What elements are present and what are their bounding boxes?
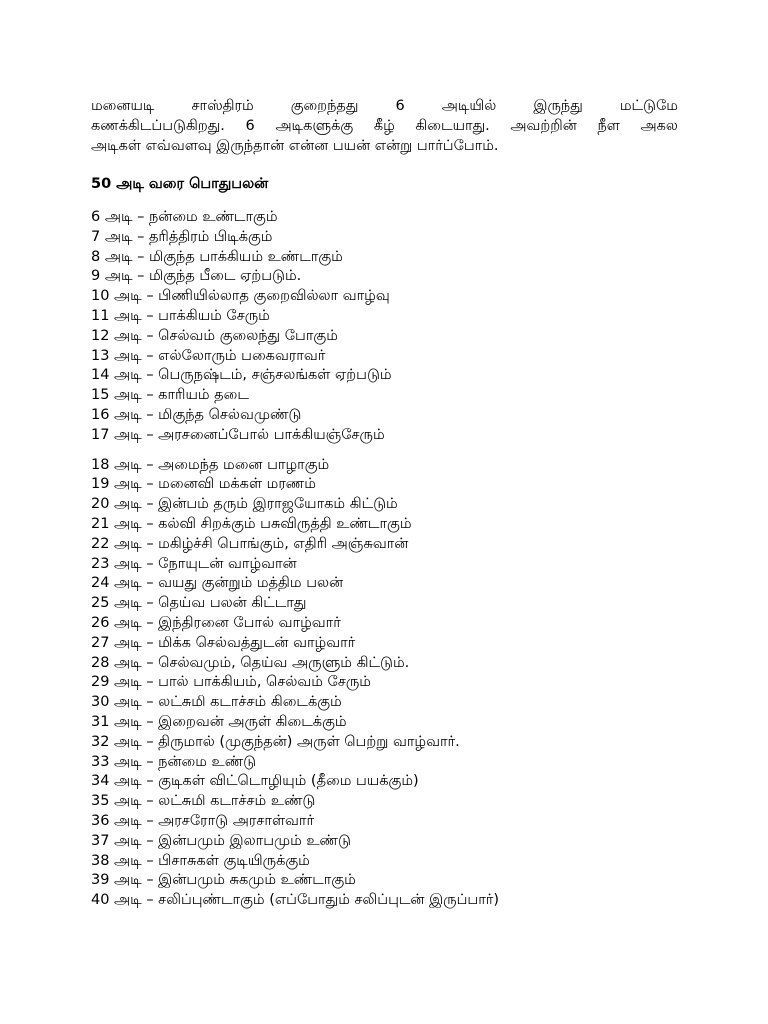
intro-word: கணக்கிடப்படுகிறது. bbox=[91, 118, 225, 134]
list-item: 21 அடி – கல்வி சிறக்கும் பசுவிருத்தி உண்டாகும் bbox=[91, 515, 412, 532]
list-item: 6 அடி – நன்மை உண்டாகும் bbox=[91, 209, 278, 225]
list-item: 10 அடி – பிணியில்லாத குறைவில்லா வாழ்வு bbox=[91, 288, 390, 305]
intro-word: கீழ் bbox=[373, 118, 395, 134]
list-item: 16 அடி – மிகுந்த செல்வமுண்டு bbox=[91, 406, 302, 423]
list-item: 20 அடி – இன்பம் தரும் இராஜயோகம் கிட்டும் bbox=[91, 496, 398, 513]
intro-word: குறைந்தது bbox=[290, 98, 359, 114]
intro-word: நீள bbox=[597, 118, 620, 134]
intro-word: 6 bbox=[395, 98, 405, 114]
list-item: 12 அடி – செல்வம் குலைந்து போகும் bbox=[91, 327, 338, 344]
list-item: 35 அடி – லட்சுமி கடாச்சம் உண்டு bbox=[91, 793, 316, 810]
list-item: 29 அடி – பால் பாக்கியம், செல்வம் சேரும் bbox=[91, 674, 371, 691]
list-item: 32 அடி – திருமால் (முகுந்தன்) அருள் பெற்று வாழ்வார். bbox=[91, 733, 460, 750]
intro-word: மட்டுமே bbox=[619, 98, 678, 114]
list-item: 8 அடி – மிகுந்த பாக்கியம் உண்டாகும் bbox=[91, 248, 343, 265]
intro-line-3: அடிகள் எவ்வளவு இருந்தான் என்ன பயன் என்று பார்ப்போம். bbox=[91, 138, 499, 154]
section-heading: 50 அடி வரை பொதுபலன் bbox=[91, 176, 269, 192]
list-item: 30 அடி – லட்சுமி கடாச்சம் கிடைக்கும் bbox=[91, 694, 342, 711]
intro-word: அகல bbox=[640, 118, 678, 134]
list-item: 14 அடி – பெருநஷ்டம், சஞ்சலங்கள் ஏற்படும் bbox=[91, 367, 392, 384]
list-item: 27 அடி – மிக்க செல்வத்துடன் வாழ்வார் bbox=[91, 634, 356, 651]
list-item: 17 அடி – அரசனைப்போல் பாக்கியஞ்சேரும் bbox=[91, 426, 385, 443]
intro-line-1 bbox=[91, 96, 678, 116]
intro-line-2 bbox=[91, 116, 678, 136]
intro-word: இருந்து bbox=[533, 98, 583, 114]
list-item: 19 அடி – மனைவி மக்கள் மரணம் bbox=[91, 476, 316, 493]
list-item: 31 அடி – இறைவன் அருள் கிடைக்கும் bbox=[91, 713, 347, 730]
document-page bbox=[91, 96, 678, 911]
list-item: 24 அடி – வயது குன்றும் மத்திம பலன் bbox=[91, 575, 344, 592]
list-item: 15 அடி – காரியம் தடை bbox=[91, 387, 249, 404]
list-item: 37 அடி – இன்பமும் இலாபமும் உண்டு bbox=[91, 832, 351, 849]
list-item: 39 அடி – இன்பமும் சுகமும் உண்டாகும் bbox=[91, 872, 356, 889]
list-spacer bbox=[91, 446, 678, 456]
list-item: 40 அடி – சலிப்புண்டாகும் (எப்போதும் சலிப்புடன் இருப்பார்) bbox=[91, 892, 499, 909]
list-item: 13 அடி – எல்லோரும் பகைவராவர் bbox=[91, 347, 326, 364]
intro-word: அடிகளுக்கு bbox=[275, 118, 354, 134]
list-item: 38 அடி – பிசாசுகள் குடியிருக்கும் bbox=[91, 852, 310, 869]
list-item: 23 அடி – நோயுடன் வாழ்வான் bbox=[91, 555, 297, 572]
list-item: 11 அடி – பாக்கியம் சேரும் bbox=[91, 307, 270, 324]
list-item: 25 அடி – தெய்வ பலன் கிட்டாது bbox=[91, 595, 307, 612]
list-item: 7 அடி – தரித்திரம் பிடிக்கும் bbox=[91, 228, 273, 245]
list-item: 26 அடி – இந்திரனை போல் வாழ்வார் bbox=[91, 614, 341, 631]
intro-word: கிடையாது. bbox=[415, 118, 490, 134]
list-item: 22 அடி – மகிழ்ச்சி பொங்கும், எதிரி அஞ்சுவான் bbox=[91, 535, 409, 552]
intro-word: சாஸ்திரம் bbox=[191, 98, 254, 114]
intro-word: மனையடி bbox=[91, 98, 155, 114]
measurement-list bbox=[91, 208, 678, 911]
list-item: 9 அடி – மிகுந்த பீடை ஏற்படும். bbox=[91, 268, 302, 285]
list-item: 33 அடி – நன்மை உண்டு bbox=[91, 753, 257, 770]
intro-word: அவற்றின் bbox=[510, 118, 577, 134]
intro-word: அடியில் bbox=[441, 98, 497, 114]
list-item: 28 அடி – செல்வமும், தெய்வ அருளும் கிட்டும். bbox=[91, 654, 410, 671]
list-item: 36 அடி – அரசரோடு அரசாள்வார் bbox=[91, 812, 315, 829]
list-item: 18 அடி – அமைந்த மனை பாழாகும் bbox=[91, 456, 330, 473]
intro-word: 6 bbox=[245, 118, 255, 134]
list-item: 34 அடி – குடிகள் விட்டொழியும் (தீமை பயக்கும்) bbox=[91, 773, 419, 790]
